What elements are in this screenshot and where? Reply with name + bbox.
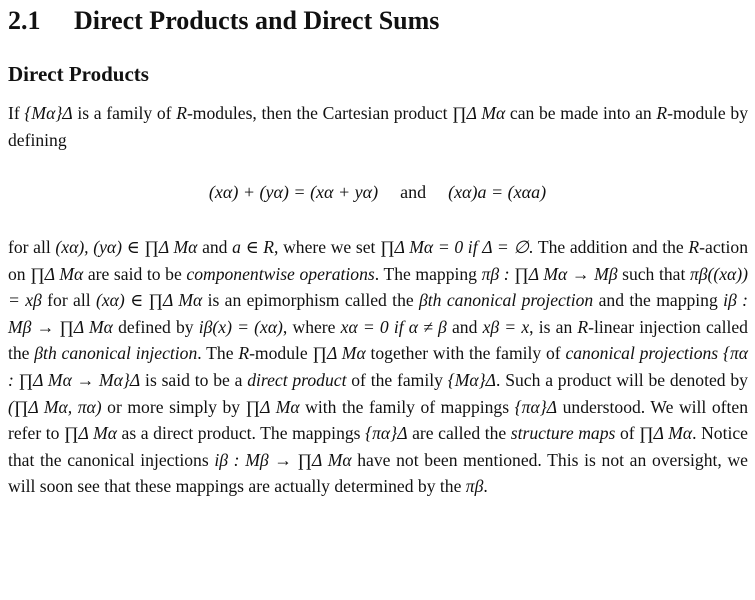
- emphasis-term: componentwise operations: [186, 263, 375, 284]
- text-run: have not been mentioned. This is not an oversight, we will soon see that these mappings are actually determined by the: [8, 449, 748, 497]
- text-run: , is an: [529, 316, 578, 337]
- math-inline: {Mα}Δ: [447, 369, 497, 390]
- text-run: together with the family of: [365, 343, 566, 364]
- text-run: as a direct product. The mappings: [116, 423, 366, 444]
- display-equation: [0, 179, 755, 205]
- text-run: and: [197, 237, 233, 257]
- section-heading: [8, 4, 439, 38]
- math-inline: ∏Δ Mα: [245, 396, 300, 417]
- text-run: and: [446, 316, 483, 337]
- math-inline: R: [577, 316, 589, 337]
- emphasis-term: direct product: [247, 369, 347, 390]
- math-inline: {Mα}Δ: [24, 103, 73, 123]
- emphasis-term: βth canonical injection: [34, 343, 198, 364]
- text-run: defined by: [112, 316, 199, 337]
- text-run: or more simply by: [101, 396, 246, 417]
- text-run: of: [615, 423, 640, 444]
- equation-right: (xα)a = (xαa): [448, 182, 547, 202]
- math-inline: R: [176, 103, 187, 123]
- equation-conjunction: and: [400, 182, 427, 202]
- text-run: -module: [249, 343, 313, 364]
- math-inline: {πα}Δ: [365, 423, 408, 444]
- paragraph-intro: [8, 100, 748, 153]
- math-inline: R: [656, 103, 668, 123]
- text-run: such that: [617, 263, 690, 284]
- text-run: is said to be a: [140, 369, 248, 390]
- text-run: can be made into an: [505, 103, 657, 123]
- math-inline: ∏Δ Mα: [312, 343, 366, 364]
- math-inline: ∏Δ Mα: [639, 423, 693, 444]
- math-inline: (∏Δ Mα, πα): [8, 396, 102, 417]
- math-inline: (xα), (yα) ∈ ∏Δ Mα: [55, 237, 198, 257]
- math-inline: ∏Δ Mα = 0 if Δ = ∅: [380, 237, 529, 257]
- text-run: . The: [197, 343, 239, 364]
- math-inline: {πα}Δ: [514, 396, 558, 417]
- math-inline: R: [238, 343, 250, 364]
- text-run: . The addition and the: [528, 237, 689, 257]
- math-inline: πβ : ∏Δ Mα → Mβ: [481, 263, 618, 284]
- text-run: -module by defining: [8, 103, 749, 150]
- math-inline: ∏Δ Mα: [452, 103, 506, 123]
- math-inline: iβ(x) = (xα): [198, 316, 283, 337]
- math-inline: xα = 0 if α ≠ β: [340, 316, 447, 337]
- text-run: -modules, then the Cartesian product: [186, 103, 453, 123]
- text-run: for all: [41, 290, 96, 311]
- math-inline: (xα) ∈ ∏Δ Mα: [95, 290, 203, 311]
- text-run: are said to be: [83, 263, 187, 284]
- math-inline: ∏Δ Mα: [64, 423, 117, 444]
- text-run: .: [483, 476, 488, 497]
- text-run: of the family: [346, 369, 448, 390]
- math-inline: xβ = x: [482, 316, 530, 337]
- emphasis-term: βth canonical projection: [419, 290, 594, 311]
- text-run: -linear injection called the: [8, 316, 748, 364]
- text-run: If: [8, 103, 25, 123]
- math-inline: a ∈ R: [232, 237, 275, 257]
- text-run: . Notice that the canonical injections: [8, 423, 748, 470]
- math-inline: R: [688, 237, 700, 257]
- text-run: understood. We will often refer to: [8, 396, 749, 444]
- emphasis-term: structure maps: [510, 423, 616, 444]
- text-run: with the family of mappings: [299, 396, 515, 417]
- emphasis-term: canonical projections: [565, 343, 719, 364]
- text-run: , where we set: [274, 237, 381, 257]
- text-run: for all: [8, 237, 56, 257]
- text-run: is an epimorphism called the: [202, 290, 420, 311]
- text-run: , where: [282, 316, 341, 337]
- text-run: are called the: [407, 423, 511, 444]
- math-inline: πβ: [465, 476, 484, 497]
- paragraph-definition: [8, 234, 748, 500]
- math-inline: iβ : Mβ → ∏Δ Mα: [8, 290, 748, 337]
- math-inline: iβ : Mβ → ∏Δ Mα: [214, 449, 352, 470]
- section-title: Direct Products and Direct Sums: [74, 6, 440, 35]
- section-number: 2.1: [8, 6, 41, 35]
- math-inline: ∏Δ Mα: [30, 263, 84, 284]
- text-run: -action on: [8, 237, 749, 284]
- equation-left: (xα) + (yα) = (xα + yα): [208, 182, 379, 202]
- text-run: . The mapping: [374, 263, 482, 284]
- subsection-heading: Direct Products: [8, 62, 149, 86]
- text-run: and the mapping: [593, 290, 724, 311]
- text-run: . Such a product will be denoted by: [496, 369, 748, 390]
- math-inline: {πα : ∏Δ Mα → Mα}Δ: [8, 343, 749, 390]
- math-inline: πβ((xα)) = xβ: [8, 263, 749, 311]
- text-run: is a family of: [72, 103, 177, 123]
